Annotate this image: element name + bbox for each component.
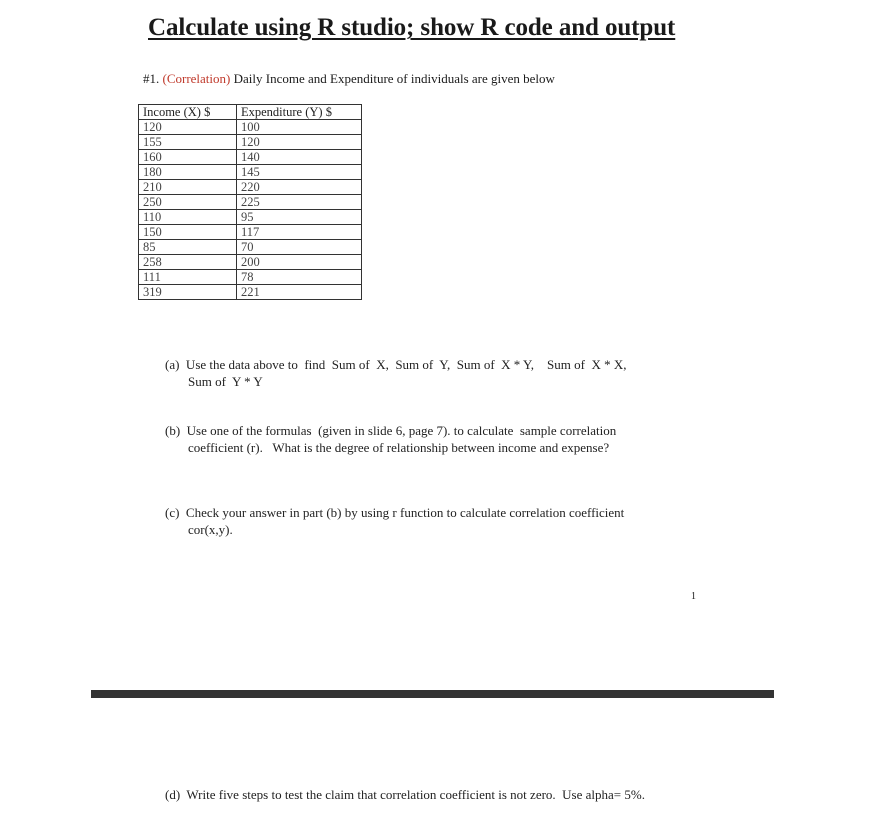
table-row (139, 255, 362, 270)
income-cell: 155 (139, 135, 237, 150)
table-row (139, 225, 362, 240)
expenditure-cell: 221 (237, 285, 362, 300)
expenditure-cell: 95 (237, 210, 362, 225)
income-cell: 258 (139, 255, 237, 270)
part-a-line2: Sum of Y * Y (188, 374, 263, 389)
expenditure-cell: 70 (237, 240, 362, 255)
table-row (139, 120, 362, 135)
question-text: Daily Income and Expenditure of individuals are given below (233, 71, 555, 86)
income-cell: 319 (139, 285, 237, 300)
expenditure-cell: 78 (237, 270, 362, 285)
table-row (139, 150, 362, 165)
part-a-line1: (a) Use the data above to find Sum of X, Sum of Y, Sum of X * Y, Sum of X * X, (165, 357, 627, 372)
expenditure-cell: 200 (237, 255, 362, 270)
question-tag: (Correlation) (162, 71, 231, 86)
income-cell: 120 (139, 120, 237, 135)
table-row (139, 210, 362, 225)
expenditure-cell: 120 (237, 135, 362, 150)
income-cell: 110 (139, 210, 237, 225)
table-row (139, 270, 362, 285)
expenditure-cell: 220 (237, 180, 362, 195)
table-header-row (139, 105, 362, 120)
expenditure-cell: 140 (237, 150, 362, 165)
data-table (138, 104, 362, 300)
part-b-line1: (b) Use one of the formulas (given in slide 6, page 7). to calculate sample correlation (165, 423, 617, 438)
expenditure-cell: 225 (237, 195, 362, 210)
page-divider (91, 690, 774, 698)
table-row (139, 285, 362, 300)
part-d (165, 786, 645, 803)
header-income: Income (X) $ (139, 105, 237, 120)
part-d-line1: (d) Write five steps to test the claim that correlation coefficient is not zero. Use alpha= 5%. (165, 787, 645, 802)
income-cell: 160 (139, 150, 237, 165)
income-cell: 111 (139, 270, 237, 285)
income-cell: 180 (139, 165, 237, 180)
income-cell: 150 (139, 225, 237, 240)
table-row (139, 195, 362, 210)
table-row (139, 165, 362, 180)
part-b-line2: coefficient (r). What is the degree of relationship between income and expense? (188, 440, 610, 455)
table-row (139, 240, 362, 255)
question-number: #1. (143, 71, 160, 86)
table-row (139, 180, 362, 195)
header-expenditure: Expenditure (Y) $ (237, 105, 362, 120)
income-cell: 250 (139, 195, 237, 210)
part-c (165, 504, 624, 538)
income-cell: 85 (139, 240, 237, 255)
expenditure-cell: 100 (237, 120, 362, 135)
part-c-line1: (c) Check your answer in part (b) by using r function to calculate correlation coefficient (165, 505, 625, 520)
expenditure-cell: 117 (237, 225, 362, 240)
question-heading (143, 71, 555, 87)
part-a (165, 356, 626, 390)
page-number: 1 (691, 591, 696, 602)
expenditure-cell: 145 (237, 165, 362, 180)
part-b (165, 422, 616, 456)
income-cell: 210 (139, 180, 237, 195)
page-title: Calculate using R studio; show R code and output (148, 14, 676, 41)
part-c-line2: cor(x,y). (188, 522, 233, 537)
table-row (139, 135, 362, 150)
